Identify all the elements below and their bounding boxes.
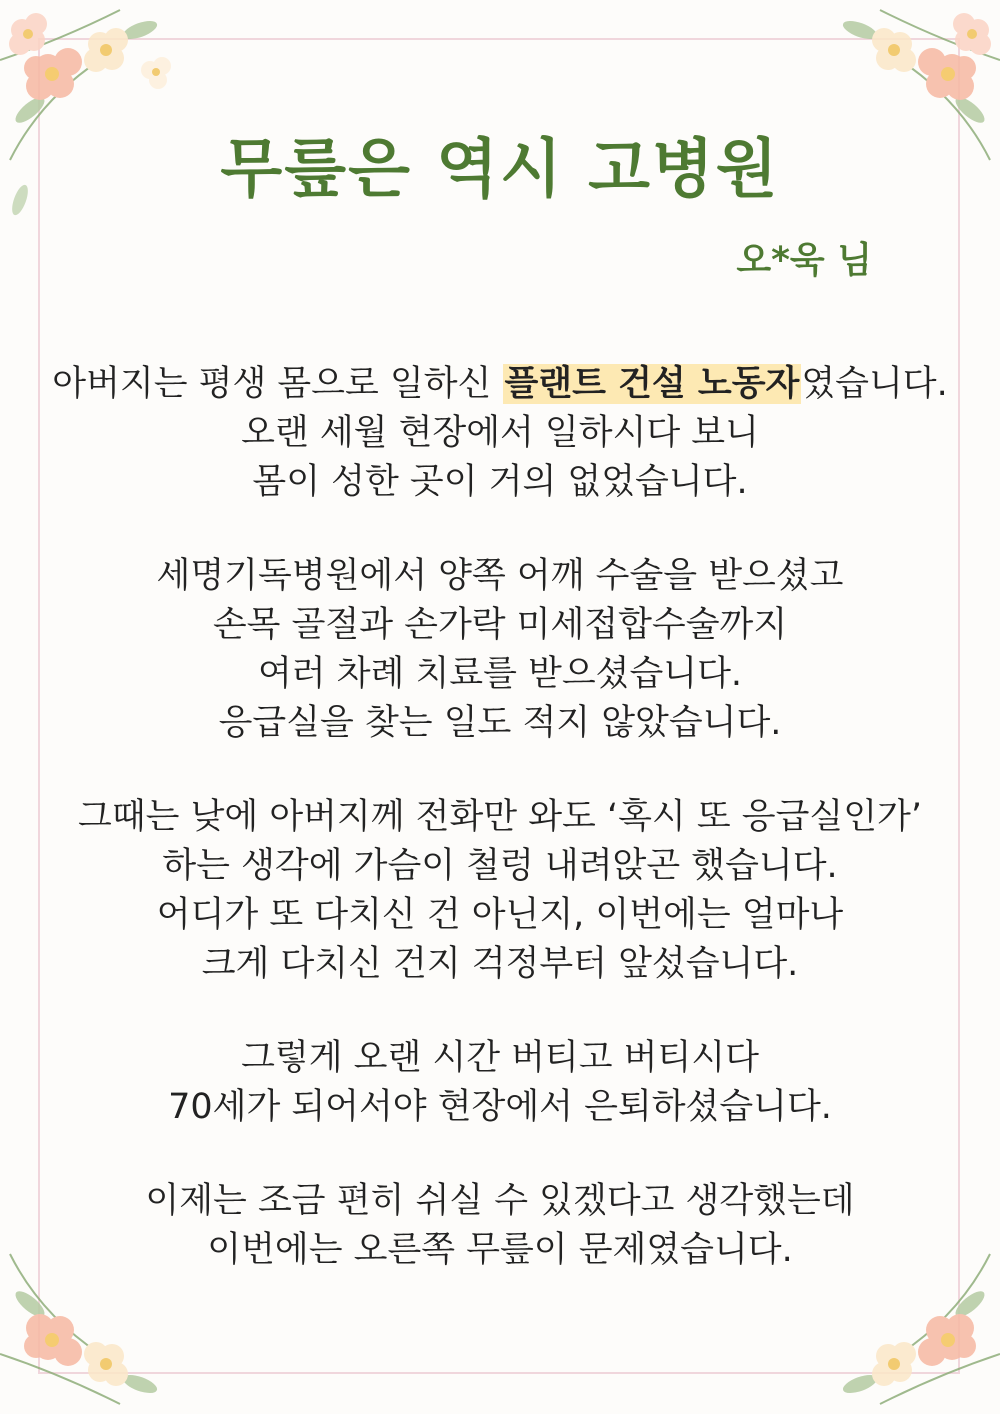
text-line: 세명기독병원에서 양쪽 어깨 수술을 받으셨고 xyxy=(156,556,844,596)
author-name: 오*욱 님 xyxy=(736,240,872,281)
text-line: 손목 골절과 손가락 미세접합수술까지 xyxy=(212,605,788,645)
paragraph xyxy=(40,552,960,748)
paragraph xyxy=(40,1034,960,1132)
text-line: 몸이 성한 곳이 거의 없었습니다. xyxy=(252,462,748,502)
text-line: 응급실을 찾는 일도 적지 않았습니다. xyxy=(218,703,782,743)
text-segment: 였습니다. xyxy=(801,364,948,404)
text-line: 어디가 또 다치신 건 아닌지, 이번에는 얼마나 xyxy=(156,895,844,935)
page-title: 무릎은 역시 고병원 xyxy=(220,133,780,207)
text-line: 하는 생각에 가슴이 철렁 내려앉곤 했습니다. xyxy=(162,846,838,886)
text-line: 이제는 조금 편히 쉬실 수 있겠다고 생각했는데 xyxy=(145,1181,855,1221)
text-line: 오랜 세월 현장에서 일하시다 보니 xyxy=(241,413,759,453)
testimonial-body xyxy=(40,360,960,1320)
paragraph xyxy=(40,360,960,507)
text-segment: 아버지는 평생 몸으로 일하신 xyxy=(52,364,503,404)
paragraph xyxy=(40,1177,960,1275)
text-line: 여러 차례 치료를 받으셨습니다. xyxy=(257,654,743,694)
paragraph xyxy=(40,793,960,989)
text-line xyxy=(40,360,960,409)
highlighted-text: 플랜트 건설 노동자 xyxy=(504,364,800,404)
text-line: 크게 다치신 건지 걱정부터 앞섰습니다. xyxy=(201,944,799,984)
text-line: 이번에는 오른쪽 무릎이 문제였습니다. xyxy=(207,1230,793,1270)
text-line: 70세가 되어서야 현장에서 은퇴하셨습니다. xyxy=(168,1087,832,1127)
text-line: 그때는 낮에 아버지께 전화만 와도 ‘혹시 또 응급실인가’ xyxy=(78,797,922,837)
text-line: 그렇게 오랜 시간 버티고 버티시다 xyxy=(241,1038,759,1078)
